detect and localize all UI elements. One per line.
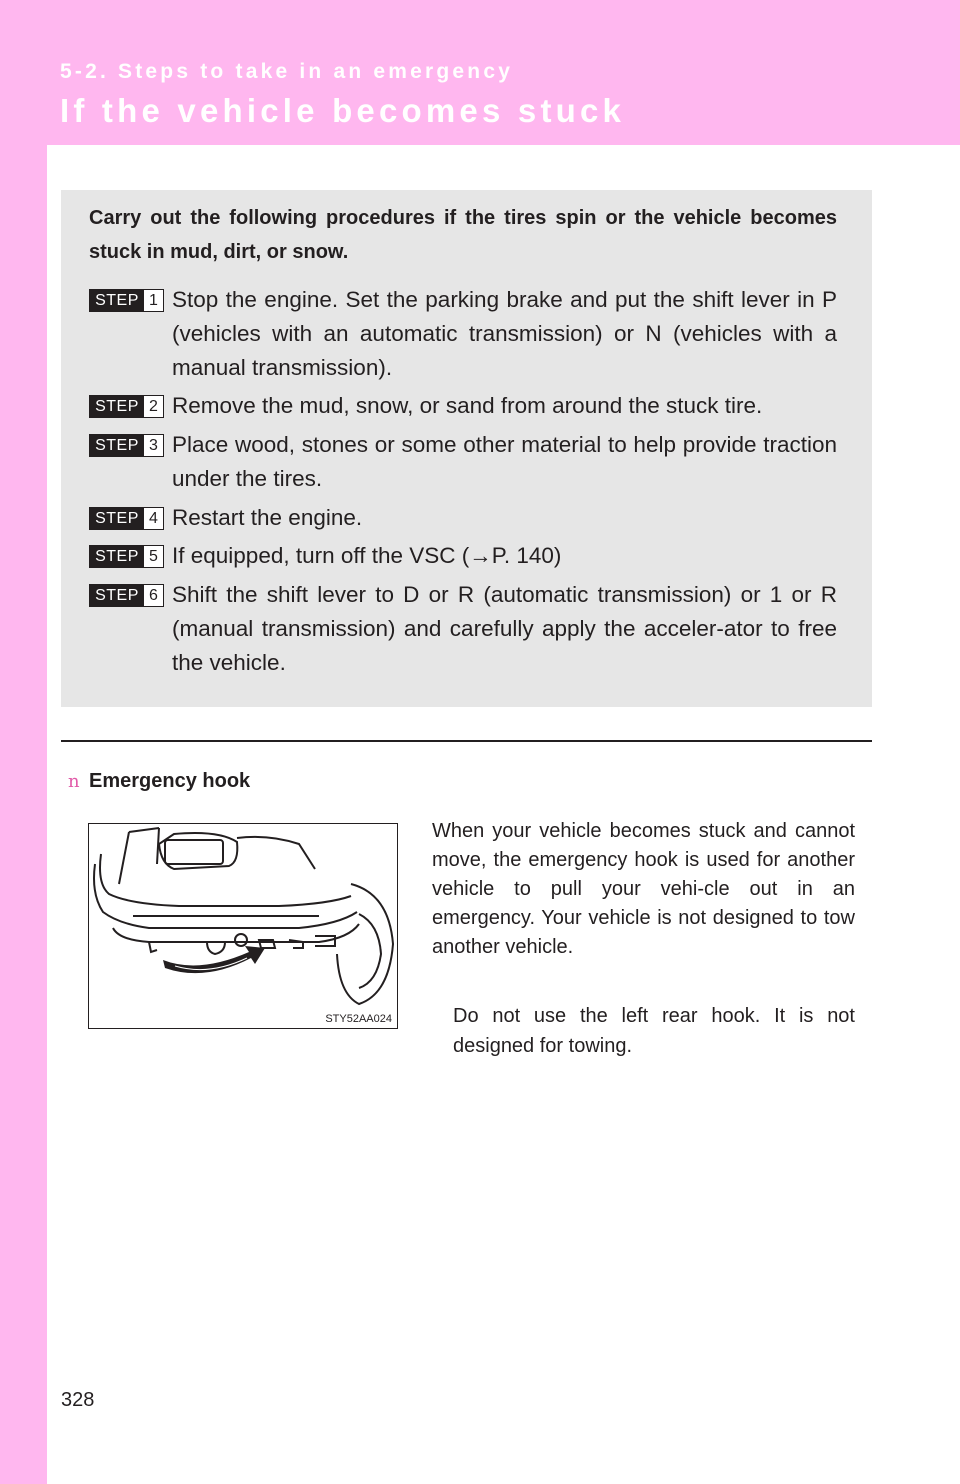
step-badge — [89, 289, 164, 312]
step-1 — [89, 283, 837, 385]
step-text: If equipped, turn off the VSC (→P. 140) — [172, 543, 562, 568]
step-text: Stop the engine. Set the parking brake and put the shift lever in P (vehicles with an automatic transmission) or N (vehicles with a manual transmission). — [172, 287, 837, 380]
step-text: Place wood, stones or some other material to help provide traction under the tires. — [172, 432, 837, 491]
emergency-hook-illustration — [88, 823, 398, 1029]
page-title: If the vehicle becomes stuck — [60, 92, 626, 129]
step-badge-number: 5 — [149, 547, 158, 565]
step-text: Restart the engine. — [172, 505, 363, 530]
emergency-hook-note: Do not use the left rear hook. It is not designed for towing. — [453, 1005, 855, 1057]
step-badge-word: STEP — [90, 290, 144, 311]
figure-code: STY52AA024 — [325, 1013, 392, 1025]
step-badge-word: STEP — [90, 435, 144, 456]
section-label: 5-2. Steps to take in an emergency — [60, 60, 514, 83]
step-badge-number: 2 — [149, 397, 158, 415]
step-badge-number: 1 — [149, 291, 158, 309]
page-header — [0, 0, 960, 145]
step-badge-number: 3 — [149, 436, 158, 454]
step-badge — [89, 434, 164, 457]
step-badge — [89, 507, 164, 530]
bullet-marker: n — [68, 771, 80, 792]
step-badge-word: STEP — [90, 585, 144, 606]
emergency-hook-heading: Emergency hook — [89, 770, 251, 792]
page-number: 328 — [61, 1389, 95, 1411]
step-badge-word: STEP — [90, 546, 144, 567]
step-4 — [89, 501, 837, 535]
emergency-hook-description: When your vehicle becomes stuck and cannot move, the emergency hook is used for another vehicle to pull your vehi-cle out in an emergency. Your vehicle is not designed to tow another vehicle. — [432, 820, 855, 958]
step-5 — [89, 539, 837, 573]
procedure-intro: Carry out the following procedures if the tires spin or the vehicle becomes stuck in mud, dirt, or snow. — [89, 207, 837, 263]
step-3 — [89, 428, 837, 496]
step-badge — [89, 584, 164, 607]
step-2 — [89, 389, 837, 423]
step-6 — [89, 578, 837, 680]
step-badge-word: STEP — [90, 396, 144, 417]
step-badge-word: STEP — [90, 508, 144, 529]
step-badge — [89, 395, 164, 418]
step-badge — [89, 545, 164, 568]
step-text: Shift the shift lever to D or R (automatic transmission) or 1 or R (manual transmission) and carefully apply the acceler-ator to free the vehicle. — [172, 582, 837, 675]
step-badge-number: 6 — [149, 586, 158, 604]
left-margin-band — [0, 0, 47, 1484]
section-divider — [61, 740, 872, 742]
car-rear-illustration — [89, 824, 397, 1028]
step-badge-number: 4 — [149, 509, 158, 527]
step-text: Remove the mud, snow, or sand from around the stuck tire. — [172, 393, 763, 418]
